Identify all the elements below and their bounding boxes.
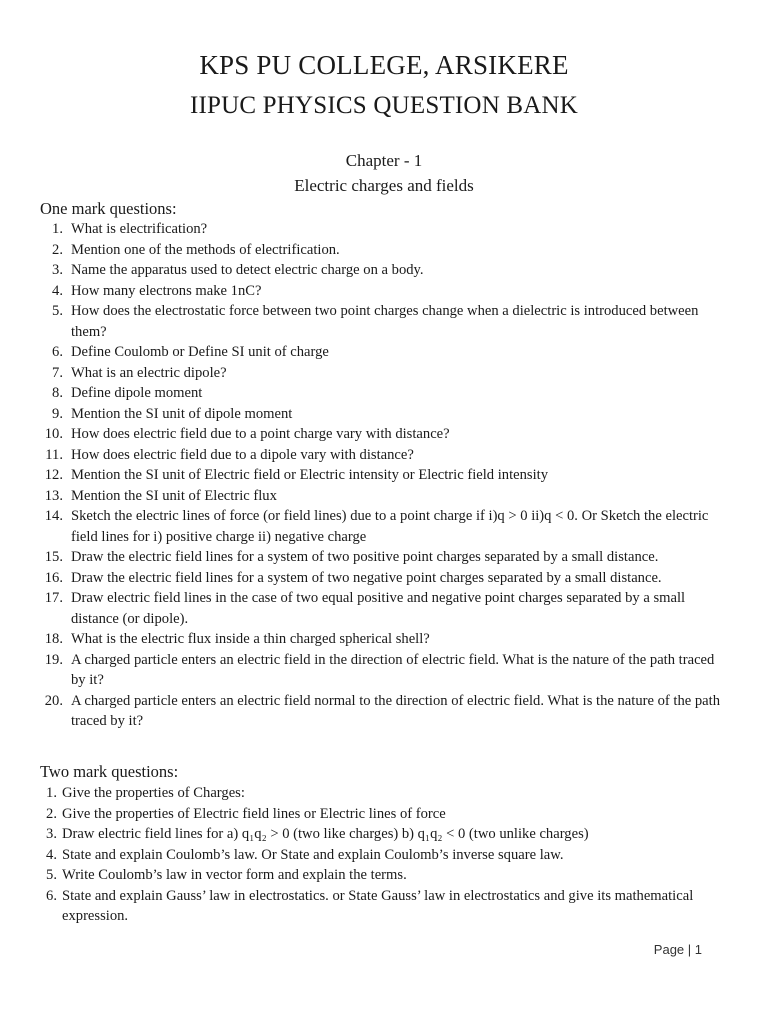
list-item [40,445,720,466]
chapter-title: Electric charges and fields [294,176,474,195]
list-item [40,363,720,384]
question-number: 5. [46,867,57,883]
question-text: Define Coulomb or Define SI unit of charge [71,344,329,360]
question-number: 11. [45,446,63,463]
list-item [40,260,720,281]
two-mark-question-list [40,783,720,927]
question-number: 3. [52,262,63,278]
question-number: 14. [44,508,63,524]
question-text: How does electric field due to a dipole vary with distance? [71,446,414,463]
question-number: 9. [52,405,63,422]
list-item [40,219,720,240]
list-item [40,824,720,845]
list-item [40,691,720,732]
list-item [40,804,720,825]
question-text: Draw electric field lines in the case of two equal positive and negative point charges separated by a small distance (or dipole). [71,590,686,627]
question-number: 1. [46,785,57,801]
question-text: How many electrons make 1nC? [71,282,262,299]
one-mark-heading: One mark questions: [40,199,177,218]
question-text: What is an electric dipole? [71,364,227,381]
list-item [40,240,720,261]
list-item [40,465,720,486]
question-text: State and explain Coulomb’s law. Or State and explain Coulomb’s inverse square law. [62,846,564,863]
list-item [40,404,720,425]
list-item [40,506,720,547]
list-item [40,845,720,866]
two-mark-heading: Two mark questions: [40,762,179,781]
question-number: 17. [44,590,63,606]
list-item [40,424,720,445]
list-item [40,281,720,302]
question-text: How does electric field due to a point charge vary with distance? [71,426,450,442]
question-text: Draw the electric field lines for a system of two negative point charges separated by a small distance. [71,569,662,586]
question-text: Sketch the electric lines of force (or field lines) due to a point charge if i)q > 0 ii)q < 0. Or Sketch the electric field lines for i) positive charge ii) negative charge [71,508,709,545]
question-text: A charged particle enters an electric field in the direction of electric field. What is the nature of the path traced by it? [71,651,715,688]
question-text: Draw electric field lines for a) q₁q₂ > 0 (two like charges) b) q₁q₂ < 0 (two unlike charges) [62,826,589,842]
question-number: 13. [44,487,63,504]
question-text: Mention one of the methods of electrification. [71,241,340,258]
list-item [40,629,720,650]
list-item [40,588,720,629]
question-text: Mention the SI unit of Electric field or Electric intensity or Electric field intensity [71,467,548,483]
chapter-number: Chapter - 1 [345,151,423,170]
question-number: 20. [44,692,63,709]
question-text: A charged particle enters an electric field normal to the direction of electric field. What is the nature of the path traced by it? [71,692,721,729]
question-text: Define dipole moment [71,385,203,401]
question-number: 18. [44,631,63,647]
question-text: Name the apparatus used to detect electric charge on a body. [71,262,424,278]
question-number: 10. [44,426,63,442]
question-number: 19. [44,651,63,668]
list-item [40,865,720,886]
page-footer: Page | 1 [653,942,702,957]
question-number: 4. [52,282,63,299]
list-item [40,342,720,363]
college-title: KPS PU COLLEGE, ARSIKERE [199,50,569,80]
list-item [40,650,720,691]
question-text: Write Coulomb’s law in vector form and explain the terms. [62,867,407,883]
question-number: 2. [46,805,57,822]
list-item [40,486,720,507]
question-number: 7. [52,364,63,381]
question-text: Mention the SI unit of dipole moment [71,405,293,422]
question-bank-title: IIPUC PHYSICS QUESTION BANK [189,92,579,119]
question-number: 2. [52,241,63,258]
question-text: Mention the SI unit of Electric flux [71,487,277,504]
question-text: What is electrification? [71,221,208,237]
list-item [40,383,720,404]
question-text: Draw the electric field lines for a system of two positive point charges separated by a small distance. [71,549,659,565]
question-text: What is the electric flux inside a thin charged spherical shell? [71,631,430,647]
question-text: How does the electrostatic force between two point charges change when a dielectric is introduced between them? [71,303,699,340]
question-number: 6. [46,887,57,904]
list-item [40,568,720,589]
list-item [40,783,720,804]
question-number: 16. [44,569,63,586]
question-number: 3. [46,826,57,842]
question-number: 12. [44,467,63,483]
question-text: Give the properties of Electric field lines or Electric lines of force [62,805,446,822]
question-number: 5. [52,303,63,319]
question-number: 6. [52,344,63,360]
list-item [40,301,720,342]
list-item [40,547,720,568]
question-number: 4. [46,846,57,863]
question-number: 15. [44,549,63,565]
question-number: 1. [52,221,63,237]
question-text: Give the properties of Charges: [62,785,245,801]
question-text: State and explain Gauss’ law in electrostatics. or State Gauss’ law in electrostatics and give its mathematical expression. [62,887,694,924]
question-number: 8. [52,385,63,401]
one-mark-question-list [40,219,720,732]
list-item [40,886,720,927]
